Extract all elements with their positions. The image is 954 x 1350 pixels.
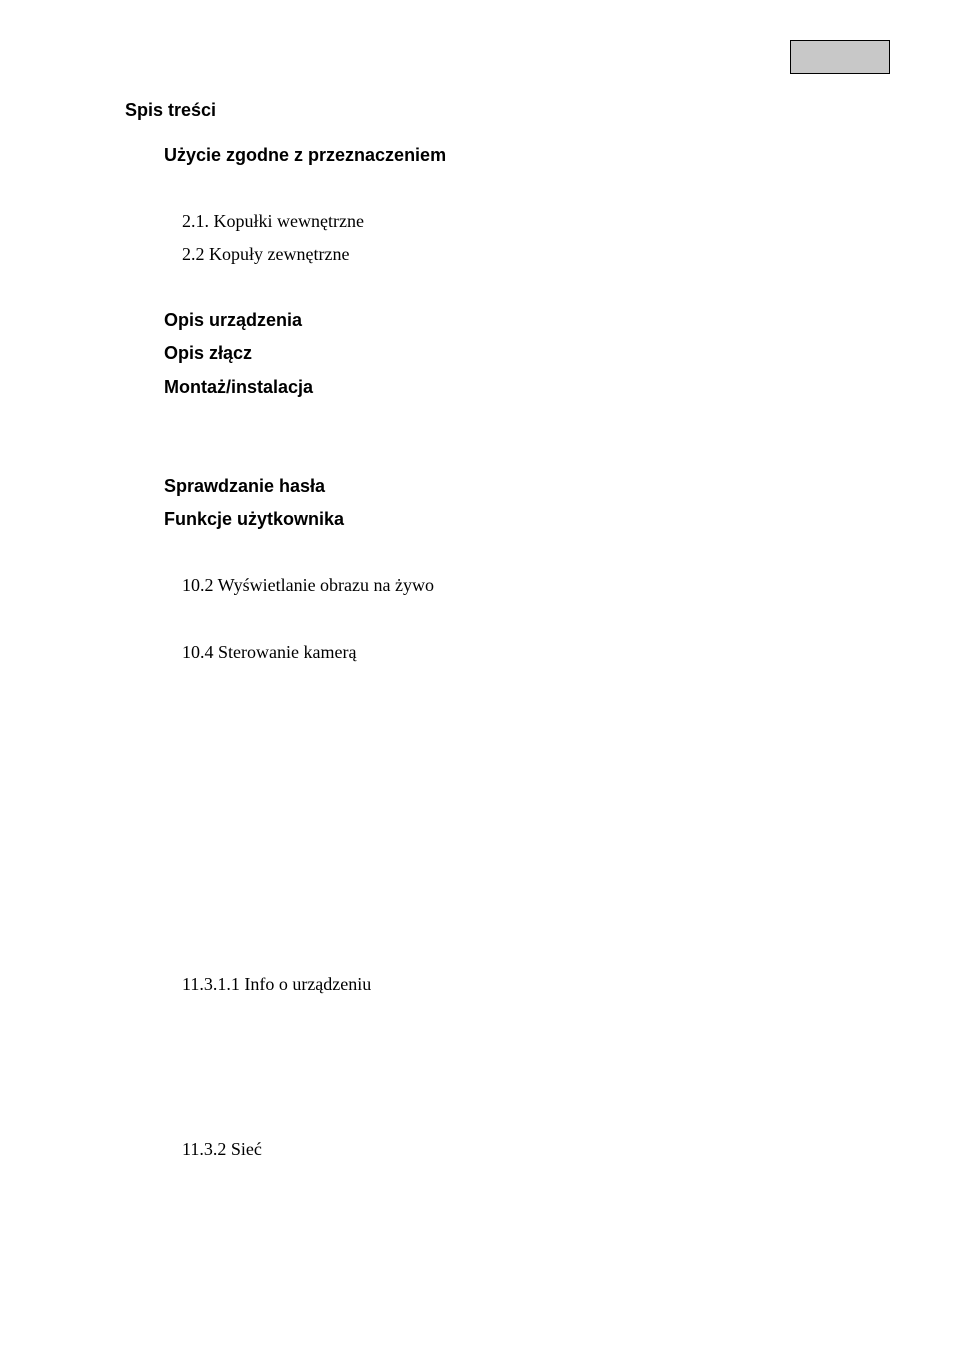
toc-entry-camera-control[interactable]: 10.4 Sterowanie kamerą (182, 642, 357, 662)
toc-title: Spis treści (125, 100, 217, 120)
toc-entry-live-view[interactable]: 10.2 Wyświetlanie obrazu na żywo (182, 575, 435, 595)
toc-entry-network[interactable]: 11.3.2 Sieć (182, 1139, 262, 1159)
toc-entry-device-info[interactable]: 11.3.1.1 Info o urządzeniu (182, 974, 372, 994)
toc-entry-user-functions[interactable]: Funkcje użytkownika (164, 509, 345, 529)
toc-entry-connector-description[interactable]: Opis złącz (164, 343, 253, 363)
toc-entry-device-description[interactable]: Opis urządzenia (164, 310, 303, 330)
language-tab-box (790, 40, 890, 74)
toc-entry-password-check[interactable]: Sprawdzanie hasła (164, 476, 326, 496)
toc-entry-installation[interactable]: Montaż/instalacja (164, 377, 314, 397)
toc-entry-indoor-domes[interactable]: 2.1. Kopułki wewnętrzne (182, 211, 364, 231)
toc-entry-intended-use[interactable]: Użycie zgodne z przeznaczeniem (164, 145, 447, 165)
toc-entry-outdoor-domes[interactable]: 2.2 Kopuły zewnętrzne (182, 244, 350, 264)
